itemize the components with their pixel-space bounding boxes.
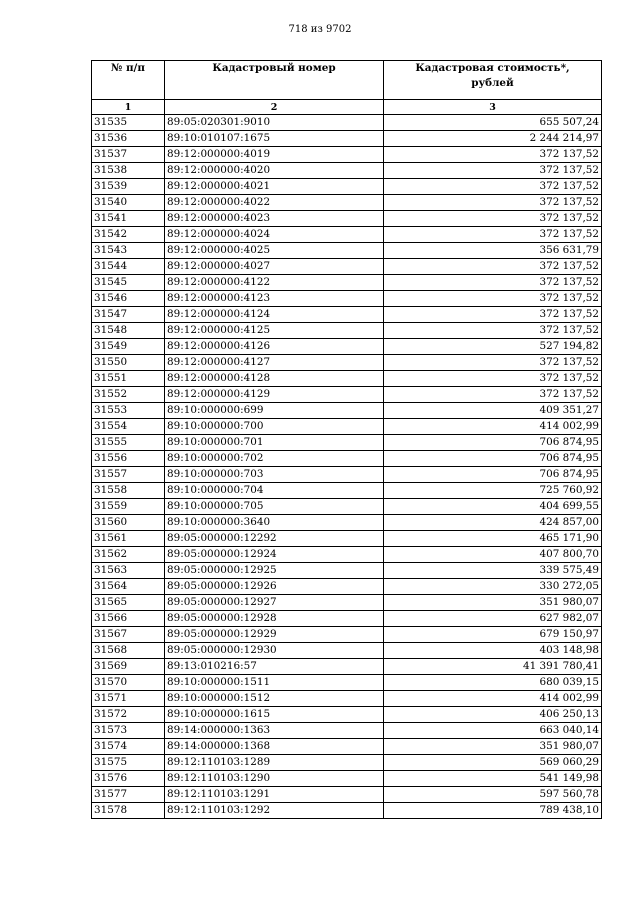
table-row: [92, 435, 602, 451]
row-number: 31546: [92, 291, 165, 307]
cadastral-number: 89:12:000000:4023: [165, 211, 384, 227]
table-row: [92, 323, 602, 339]
cadastral-number: 89:05:000000:12930: [165, 643, 384, 659]
row-number: 31547: [92, 307, 165, 323]
row-number: 31577: [92, 787, 165, 803]
column-header-number: № п/п: [92, 61, 165, 100]
row-number: 31535: [92, 115, 165, 131]
table-row: [92, 387, 602, 403]
table-row: [92, 179, 602, 195]
row-number: 31536: [92, 131, 165, 147]
row-number: 31557: [92, 467, 165, 483]
cadastral-value: 706 874,95: [384, 451, 602, 467]
row-number: 31542: [92, 227, 165, 243]
cadastral-number: 89:10:000000:1511: [165, 675, 384, 691]
cadastral-number: 89:12:110103:1292: [165, 803, 384, 819]
table-row: [92, 627, 602, 643]
cadastral-value: 541 149,98: [384, 771, 602, 787]
cadastral-value: 41 391 780,41: [384, 659, 602, 675]
cadastral-value: 351 980,07: [384, 595, 602, 611]
cadastral-number: 89:13:010216:57: [165, 659, 384, 675]
cadastral-number: 89:12:000000:4129: [165, 387, 384, 403]
table-row: [92, 755, 602, 771]
table-row: [92, 659, 602, 675]
cadastral-value: 372 137,52: [384, 211, 602, 227]
row-number: 31569: [92, 659, 165, 675]
row-number: 31575: [92, 755, 165, 771]
table-row: [92, 643, 602, 659]
cadastral-number: 89:10:000000:704: [165, 483, 384, 499]
cadastral-value: 706 874,95: [384, 467, 602, 483]
row-number: 31545: [92, 275, 165, 291]
cadastral-value: 403 148,98: [384, 643, 602, 659]
table-row: [92, 419, 602, 435]
cadastral-number: 89:10:000000:700: [165, 419, 384, 435]
row-number: 31555: [92, 435, 165, 451]
cadastral-value: 409 351,27: [384, 403, 602, 419]
row-number: 31564: [92, 579, 165, 595]
row-number: 31566: [92, 611, 165, 627]
cadastral-value: 351 980,07: [384, 739, 602, 755]
table-row: [92, 275, 602, 291]
row-number: 31543: [92, 243, 165, 259]
cadastral-value: 372 137,52: [384, 323, 602, 339]
table-row: [92, 483, 602, 499]
cadastral-value: 655 507,24: [384, 115, 602, 131]
table-row: [92, 739, 602, 755]
cadastral-value: 372 137,52: [384, 387, 602, 403]
table-body: [92, 115, 602, 819]
column-header-cadastral-value: [384, 61, 602, 100]
column-index-1: 1: [92, 100, 165, 115]
row-number: 31551: [92, 371, 165, 387]
cadastral-value: 597 560,78: [384, 787, 602, 803]
cadastral-number: 89:10:000000:1615: [165, 707, 384, 723]
cadastral-value: 569 060,29: [384, 755, 602, 771]
column-header-cadastral-value-line1: Кадастровая стоимость*,: [415, 62, 570, 74]
cadastral-value: 372 137,52: [384, 371, 602, 387]
cadastral-number: 89:12:110103:1291: [165, 787, 384, 803]
cadastral-value: 339 575,49: [384, 563, 602, 579]
table-row: [92, 211, 602, 227]
cadastral-number: 89:12:000000:4128: [165, 371, 384, 387]
row-number: 31540: [92, 195, 165, 211]
cadastral-number: 89:10:000000:703: [165, 467, 384, 483]
row-number: 31573: [92, 723, 165, 739]
row-number: 31558: [92, 483, 165, 499]
table-row: [92, 163, 602, 179]
cadastral-value: 372 137,52: [384, 195, 602, 211]
cadastral-number: 89:12:000000:4125: [165, 323, 384, 339]
table-row: [92, 515, 602, 531]
row-number: 31576: [92, 771, 165, 787]
cadastral-value: 2 244 214,97: [384, 131, 602, 147]
cadastral-value: 627 982,07: [384, 611, 602, 627]
table-row: [92, 595, 602, 611]
table-row: [92, 467, 602, 483]
cadastral-number: 89:12:000000:4021: [165, 179, 384, 195]
row-number: 31559: [92, 499, 165, 515]
cadastral-number: 89:05:000000:12926: [165, 579, 384, 595]
row-number: 31550: [92, 355, 165, 371]
cadastral-number: 89:12:000000:4126: [165, 339, 384, 355]
row-number: 31567: [92, 627, 165, 643]
cadastral-number: 89:12:000000:4024: [165, 227, 384, 243]
table-row: [92, 531, 602, 547]
table-row: [92, 611, 602, 627]
cadastral-value: 679 150,97: [384, 627, 602, 643]
column-index-3: 3: [384, 100, 602, 115]
row-number: 31571: [92, 691, 165, 707]
cadastral-value: 330 272,05: [384, 579, 602, 595]
cadastral-value: 465 171,90: [384, 531, 602, 547]
cadastral-number: 89:05:020301:9010: [165, 115, 384, 131]
cadastral-number: 89:10:000000:701: [165, 435, 384, 451]
column-header-cadastral-number: Кадастровый номер: [165, 61, 384, 100]
table-row: [92, 147, 602, 163]
cadastral-number: 89:12:000000:4020: [165, 163, 384, 179]
cadastral-number: 89:12:000000:4019: [165, 147, 384, 163]
cadastral-number: 89:14:000000:1363: [165, 723, 384, 739]
cadastral-value: 663 040,14: [384, 723, 602, 739]
page-number-header: 718 из 9702: [288, 24, 352, 35]
table-row: [92, 307, 602, 323]
cadastral-number: 89:10:000000:3640: [165, 515, 384, 531]
table-row: [92, 547, 602, 563]
cadastral-number: 89:10:010107:1675: [165, 131, 384, 147]
cadastral-number: 89:05:000000:12925: [165, 563, 384, 579]
row-number: 31553: [92, 403, 165, 419]
cadastral-value: 527 194,82: [384, 339, 602, 355]
cadastral-value: 372 137,52: [384, 179, 602, 195]
cadastral-value-table: [91, 60, 602, 819]
row-number: 31563: [92, 563, 165, 579]
cadastral-value: 680 039,15: [384, 675, 602, 691]
row-number: 31541: [92, 211, 165, 227]
row-number: 31548: [92, 323, 165, 339]
cadastral-value: 424 857,00: [384, 515, 602, 531]
cadastral-number: 89:05:000000:12924: [165, 547, 384, 563]
row-number: 31560: [92, 515, 165, 531]
cadastral-value: 406 250,13: [384, 707, 602, 723]
row-number: 31570: [92, 675, 165, 691]
column-header-cadastral-value-line2: рублей: [471, 77, 514, 89]
table-row: [92, 227, 602, 243]
table-row: [92, 787, 602, 803]
cadastral-value: 414 002,99: [384, 691, 602, 707]
cadastral-number: 89:12:110103:1290: [165, 771, 384, 787]
table-row: [92, 675, 602, 691]
cadastral-value: 372 137,52: [384, 227, 602, 243]
cadastral-value: 407 800,70: [384, 547, 602, 563]
cadastral-value: 706 874,95: [384, 435, 602, 451]
table-row: [92, 371, 602, 387]
table-row: [92, 195, 602, 211]
cadastral-number: 89:10:000000:1512: [165, 691, 384, 707]
cadastral-value: 372 137,52: [384, 307, 602, 323]
cadastral-number: 89:12:000000:4025: [165, 243, 384, 259]
cadastral-value: 404 699,55: [384, 499, 602, 515]
table-row: [92, 115, 602, 131]
cadastral-number: 89:05:000000:12928: [165, 611, 384, 627]
cadastral-number: 89:14:000000:1368: [165, 739, 384, 755]
table-row: [92, 723, 602, 739]
table-row: [92, 403, 602, 419]
cadastral-value: 414 002,99: [384, 419, 602, 435]
cadastral-number: 89:12:000000:4123: [165, 291, 384, 307]
table-row: [92, 291, 602, 307]
table-row: [92, 499, 602, 515]
row-number: 31562: [92, 547, 165, 563]
row-number: 31544: [92, 259, 165, 275]
table-row: [92, 691, 602, 707]
cadastral-number: 89:12:000000:4022: [165, 195, 384, 211]
cadastral-number: 89:10:000000:699: [165, 403, 384, 419]
table-row: [92, 259, 602, 275]
cadastral-number: 89:12:000000:4127: [165, 355, 384, 371]
cadastral-value: 725 760,92: [384, 483, 602, 499]
cadastral-number: 89:05:000000:12927: [165, 595, 384, 611]
table-row: [92, 243, 602, 259]
table-row: [92, 355, 602, 371]
row-number: 31578: [92, 803, 165, 819]
cadastral-value: 372 137,52: [384, 275, 602, 291]
table-row: [92, 707, 602, 723]
table-row: [92, 563, 602, 579]
cadastral-number: 89:10:000000:702: [165, 451, 384, 467]
row-number: 31538: [92, 163, 165, 179]
cadastral-value: 372 137,52: [384, 355, 602, 371]
row-number: 31561: [92, 531, 165, 547]
table-row: [92, 579, 602, 595]
row-number: 31572: [92, 707, 165, 723]
cadastral-number: 89:12:110103:1289: [165, 755, 384, 771]
cadastral-value: 372 137,52: [384, 163, 602, 179]
cadastral-number: 89:05:000000:12292: [165, 531, 384, 547]
cadastral-value: 372 137,52: [384, 291, 602, 307]
table-row: [92, 451, 602, 467]
row-number: 31574: [92, 739, 165, 755]
table-row: [92, 771, 602, 787]
cadastral-value: 372 137,52: [384, 259, 602, 275]
row-number: 31568: [92, 643, 165, 659]
row-number: 31539: [92, 179, 165, 195]
table-row: [92, 131, 602, 147]
row-number: 31556: [92, 451, 165, 467]
table-row: [92, 339, 602, 355]
row-number: 31554: [92, 419, 165, 435]
table-row: [92, 803, 602, 819]
column-index-2: 2: [165, 100, 384, 115]
row-number: 31549: [92, 339, 165, 355]
row-number: 31552: [92, 387, 165, 403]
cadastral-number: 89:05:000000:12929: [165, 627, 384, 643]
cadastral-value: 356 631,79: [384, 243, 602, 259]
cadastral-number: 89:12:000000:4124: [165, 307, 384, 323]
cadastral-number: 89:12:000000:4122: [165, 275, 384, 291]
cadastral-number: 89:10:000000:705: [165, 499, 384, 515]
row-number: 31565: [92, 595, 165, 611]
row-number: 31537: [92, 147, 165, 163]
cadastral-number: 89:12:000000:4027: [165, 259, 384, 275]
cadastral-value: 789 438,10: [384, 803, 602, 819]
cadastral-value: 372 137,52: [384, 147, 602, 163]
